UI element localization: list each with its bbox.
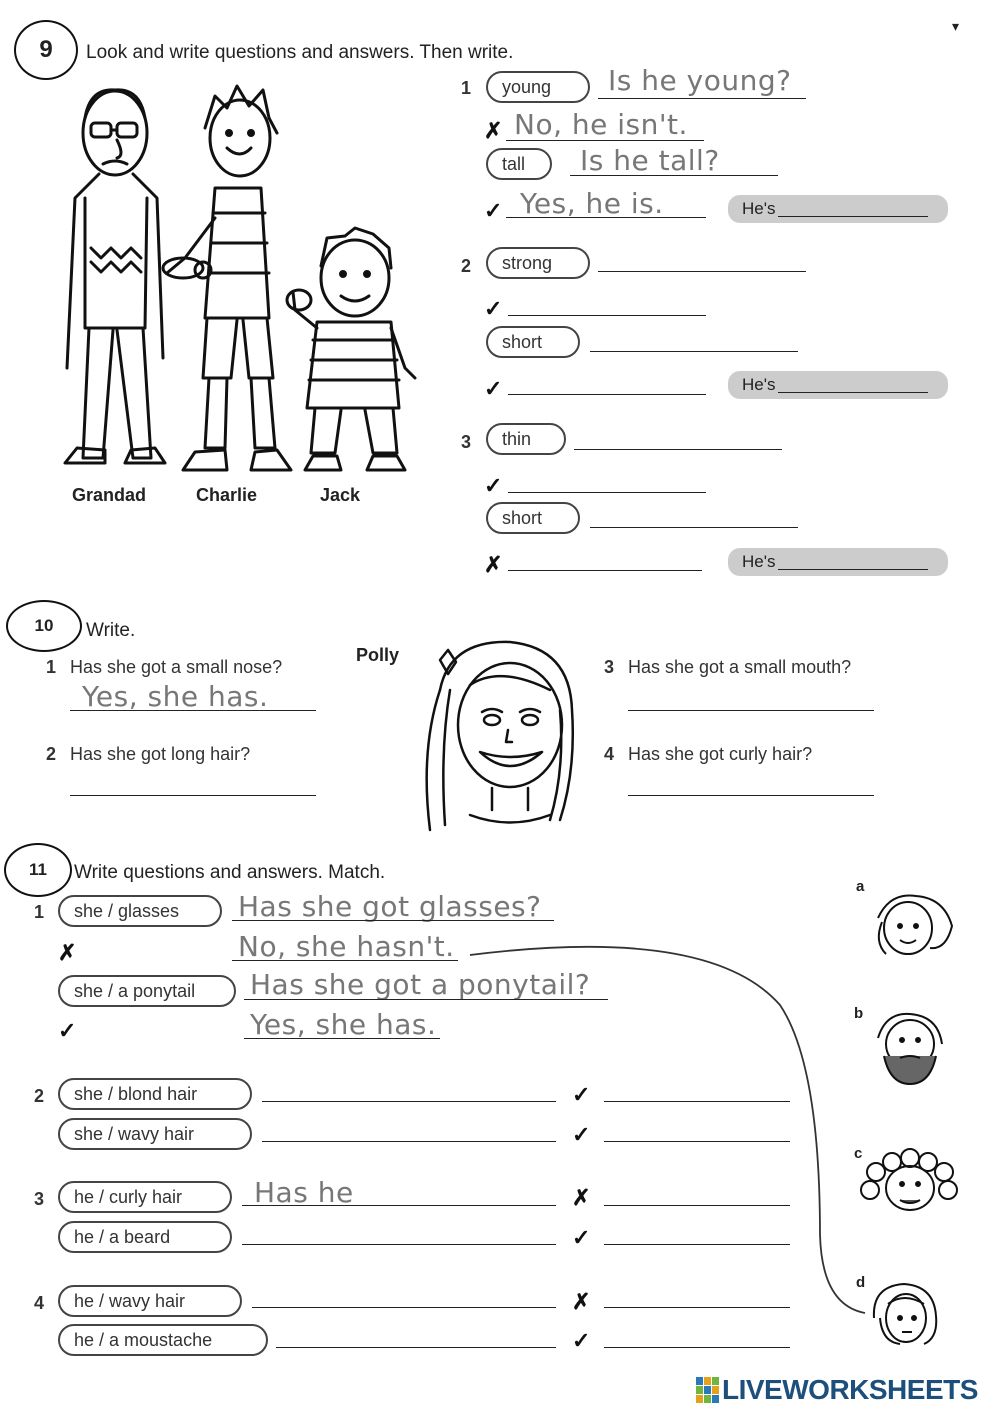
prompt-pill: he / a beard <box>58 1221 232 1253</box>
handwritten-answer: Yes, he is. <box>520 187 664 220</box>
ex9-item-number: 3 <box>461 432 472 452</box>
answer-line[interactable] <box>508 492 706 493</box>
polly-illustration <box>400 630 590 835</box>
hes-line <box>778 555 928 570</box>
handwritten-question: Has he <box>254 1176 354 1209</box>
prompt-pill: he / curly hair <box>58 1181 232 1213</box>
name-label-jack: Jack <box>320 485 361 505</box>
face-b-icon <box>860 1010 952 1088</box>
answer-line[interactable] <box>70 710 316 711</box>
exercise-number-10: 10 <box>6 600 82 652</box>
hes-line <box>778 378 928 393</box>
check-mark: ✓ <box>572 1122 591 1147</box>
jack-figure <box>287 228 415 470</box>
hes-label: He's <box>742 552 776 571</box>
adjective-pill: short <box>486 502 580 534</box>
ex10-item-number: 1 <box>46 657 57 677</box>
prompt-pill: he / a moustache <box>58 1324 268 1356</box>
ex11-item-number: 3 <box>34 1189 45 1209</box>
face-d-icon <box>864 1278 944 1348</box>
answer-line[interactable] <box>590 527 798 528</box>
check-mark: ✓ <box>484 198 503 223</box>
name-label-grandad: Grandad <box>72 485 147 505</box>
handwritten-answer: Yes, she has. <box>250 1008 437 1041</box>
prompt-pill: she / glasses <box>58 895 222 927</box>
answer-line[interactable] <box>598 98 806 99</box>
prompt-pill: she / a ponytail <box>58 975 236 1007</box>
check-mark: ✓ <box>484 296 503 321</box>
exercise-number-11: 11 <box>4 843 72 897</box>
name-label-charlie: Charlie <box>196 485 258 505</box>
answer-line[interactable] <box>590 351 798 352</box>
answer-line[interactable] <box>604 1347 790 1348</box>
adjective-pill: tall <box>486 148 552 180</box>
cross-mark: ✗ <box>58 940 77 965</box>
ex11-item-number: 1 <box>34 902 45 922</box>
question-text: Has she got curly hair? <box>628 744 813 764</box>
answer-line[interactable] <box>574 449 782 450</box>
adjective-pill: thin <box>486 423 566 455</box>
liveworksheets-logo-icon <box>696 1377 720 1403</box>
footer-brand[interactable]: LIVEWORKSHEETS <box>722 1374 978 1405</box>
cross-mark: ✗ <box>484 118 503 143</box>
answer-line[interactable] <box>628 795 874 796</box>
exercise-number-9: 9 <box>14 20 78 80</box>
corner-mark: ▾ <box>952 18 960 34</box>
hes-box[interactable] <box>728 371 948 399</box>
matching-line <box>460 935 880 1325</box>
ex11-item-number: 2 <box>34 1086 45 1106</box>
ex10-item-number: 4 <box>604 744 615 764</box>
check-mark: ✓ <box>572 1082 591 1107</box>
handwritten-answer: Yes, she has. <box>82 680 269 713</box>
check-mark: ✓ <box>572 1328 591 1353</box>
check-mark: ✓ <box>484 376 503 401</box>
handwritten-question: Has she got a ponytail? <box>250 968 591 1001</box>
answer-line[interactable] <box>276 1347 556 1348</box>
answer-line[interactable] <box>508 315 706 316</box>
answer-line[interactable] <box>508 570 702 571</box>
face-letter-b: b <box>854 1005 864 1022</box>
ex10-item-number: 3 <box>604 657 615 677</box>
handwritten-question: Is he tall? <box>580 144 720 177</box>
handwritten-question: Has she got glasses? <box>238 890 542 923</box>
check-mark: ✓ <box>58 1018 77 1043</box>
cross-mark: ✗ <box>572 1185 591 1210</box>
check-mark: ✓ <box>484 473 503 498</box>
check-mark: ✓ <box>572 1225 591 1250</box>
ex11-item-number: 4 <box>34 1293 45 1313</box>
question-text: Has she got a small mouth? <box>628 657 852 677</box>
question-text: Has she got a small nose? <box>70 657 283 677</box>
answer-line[interactable] <box>508 394 706 395</box>
charlie-figure <box>163 86 291 470</box>
adjective-pill: young <box>486 71 590 103</box>
adjective-pill: short <box>486 326 580 358</box>
face-c-icon <box>856 1148 960 1216</box>
cross-mark: ✗ <box>484 552 503 577</box>
hes-label: He's <box>742 375 776 394</box>
cross-mark: ✗ <box>572 1289 591 1314</box>
answer-line[interactable] <box>628 710 874 711</box>
hes-label: He's <box>742 199 776 218</box>
exercise-10-title: Write. <box>86 620 136 641</box>
answer-line[interactable] <box>70 795 316 796</box>
face-letter-d: d <box>856 1274 866 1291</box>
people-illustration <box>55 78 435 478</box>
grandad-figure <box>65 90 165 463</box>
adjective-pill: strong <box>486 247 590 279</box>
exercise-9-title: Look and write questions and answers. Then write. <box>86 42 514 63</box>
prompt-pill: he / wavy hair <box>58 1285 242 1317</box>
face-a-icon <box>860 888 960 960</box>
answer-line[interactable] <box>598 271 806 272</box>
answer-line[interactable] <box>244 1038 440 1039</box>
answer-line[interactable] <box>232 920 554 921</box>
handwritten-answer: No, she hasn't. <box>238 930 455 963</box>
handwritten-question: Is he young? <box>608 64 792 97</box>
ex9-item-number: 1 <box>461 78 472 98</box>
answer-line[interactable] <box>232 960 458 961</box>
handwritten-answer: No, he isn't. <box>514 108 688 141</box>
name-label-polly: Polly <box>356 645 400 665</box>
hes-box[interactable] <box>728 548 948 576</box>
exercise-11-title: Write questions and answers. Match. <box>74 862 386 883</box>
face-letter-a: a <box>856 878 865 895</box>
prompt-pill: she / wavy hair <box>58 1118 252 1150</box>
ex9-item-number: 2 <box>461 256 472 276</box>
prompt-pill: she / blond hair <box>58 1078 252 1110</box>
question-text: Has she got long hair? <box>70 744 251 764</box>
hes-line <box>778 202 928 217</box>
ex10-item-number: 2 <box>46 744 57 764</box>
hes-box[interactable] <box>728 195 948 223</box>
face-letter-c: c <box>854 1145 863 1162</box>
